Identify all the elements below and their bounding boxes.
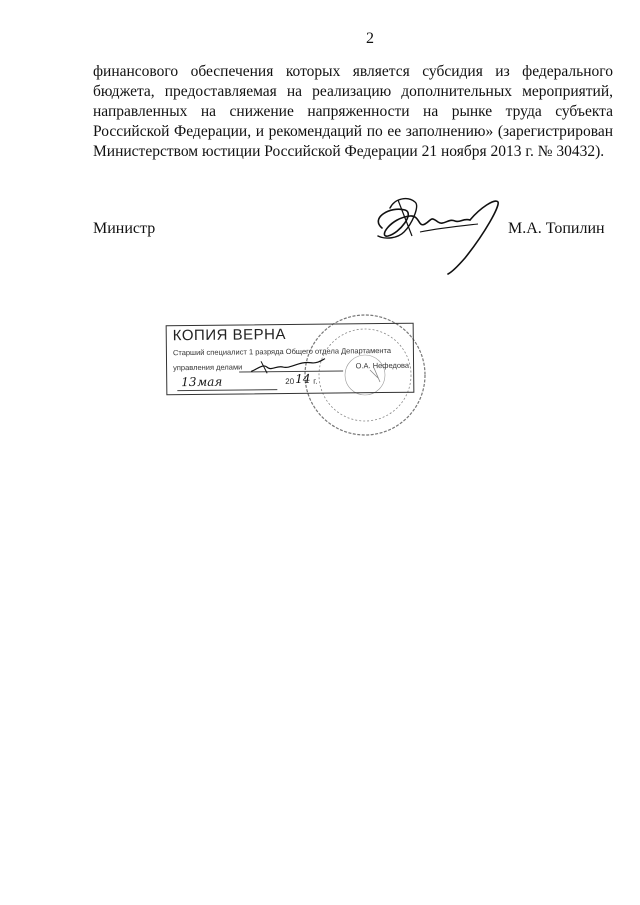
stamp-department: управления делами (173, 362, 243, 373)
handwritten-signature (360, 188, 510, 278)
stamp-date-year-suffix: 14 (295, 371, 311, 386)
stamp-date-year-prefix: 20 (285, 376, 295, 387)
signatory-title: Министр (93, 220, 156, 237)
body-text (93, 62, 613, 162)
stamp-date-g: г. (313, 376, 318, 386)
body-line: Министерством юстиции Российской Федерации 21 ноября 2013 г. № 30432). (93, 143, 605, 160)
signatory-name: М.А. Топилин (508, 220, 605, 237)
stamp-position-line: Старший специалист 1 разряда Общего отдела Департамента (172, 345, 392, 358)
stamp-official-name: О.А. Нефедова (355, 360, 410, 371)
page-number: 2 (366, 30, 374, 47)
body-line: финансового обеспечения которых является субсидия из федерального (93, 63, 613, 80)
copy-certification-stamp (166, 323, 415, 396)
stamp-date (173, 371, 409, 392)
stamp-date-line (177, 389, 277, 391)
stamp-date-day: 13 (181, 374, 197, 390)
body-line: Российской Федерации, и рекомендаций по ее заполнению» (зарегистрирован (93, 123, 613, 140)
body-line: бюджета, предоставляемая на реализацию дополнительных мероприятий, (93, 83, 613, 100)
body-line: направленных на снижение напряженности на рынке труда субъекта (93, 103, 613, 120)
stamp-title: КОПИЯ ВЕРНА (172, 326, 286, 345)
stamp-date-month: мая (197, 374, 223, 389)
